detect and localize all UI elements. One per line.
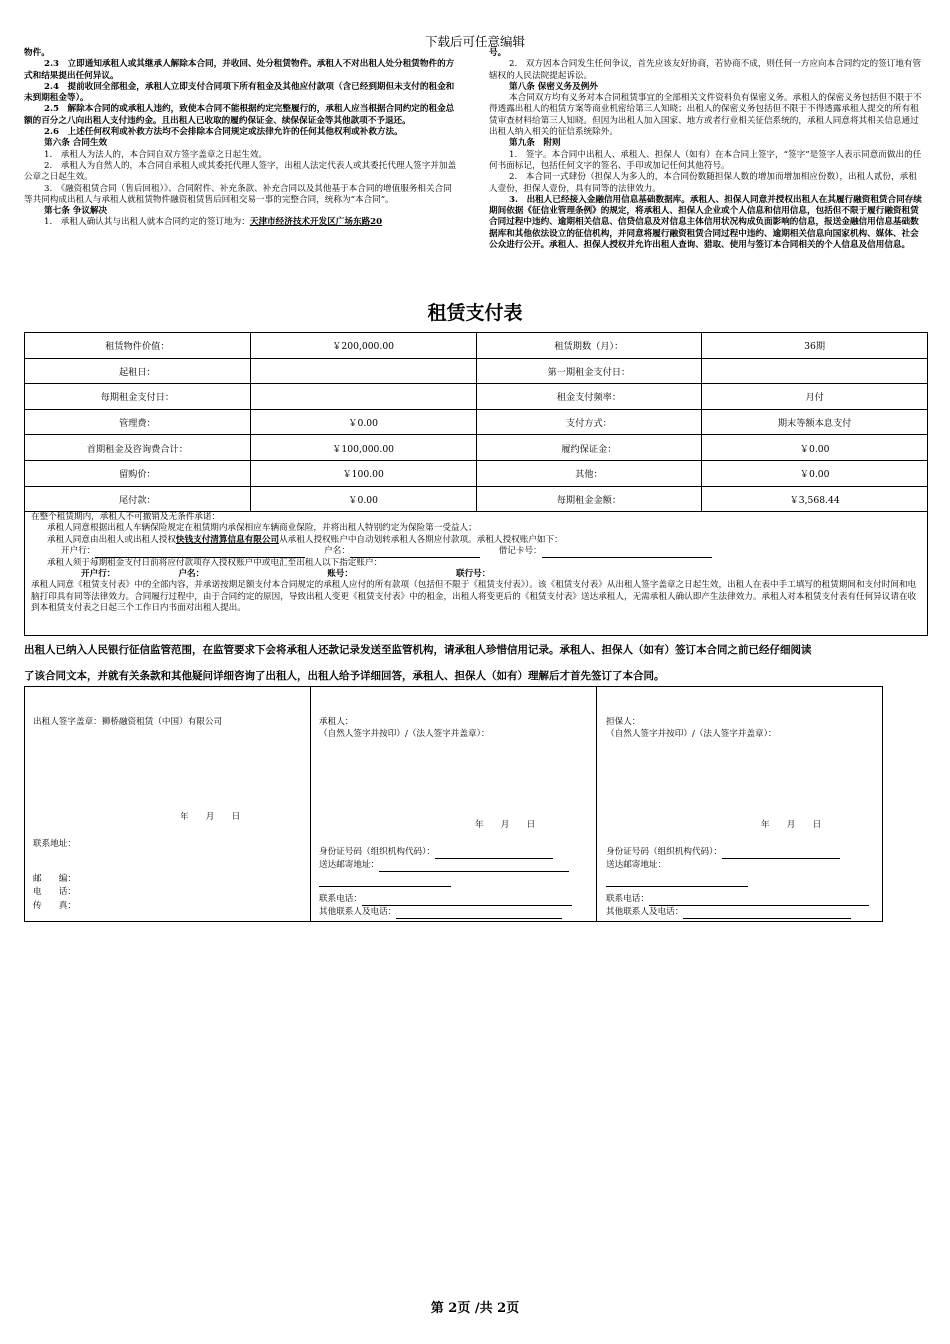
table-value-cell bbox=[702, 358, 928, 384]
lessee-signature-column bbox=[310, 687, 597, 921]
header-note: 下载后可任意编辑 bbox=[424, 34, 525, 49]
guarantor-mail-field[interactable] bbox=[606, 886, 748, 887]
guarantor-id-field[interactable] bbox=[722, 858, 840, 859]
guarantor-other-contact-field[interactable] bbox=[683, 918, 851, 919]
lessee-id-line: 身份证号码（组织机构代码）： bbox=[319, 847, 594, 859]
article-9-heading: 第九条 附则 bbox=[509, 138, 561, 149]
table-value-cell: 月付 bbox=[702, 384, 928, 410]
table-value-cell: ￥100.00 bbox=[250, 460, 476, 486]
clause-7-1: 1. 承租人确认其与出租人就本合同约定的签订地为：天津市经济技术开发区广场东路20 bbox=[44, 217, 383, 228]
note-line: 承租人须于每期租金支付日前将应付款项存入授权账户中或电汇至出租人以下指定账户： bbox=[47, 557, 383, 568]
lessee-phone-line: 联系电话： bbox=[319, 894, 594, 906]
table-value-cell: ￥0.00 bbox=[702, 435, 928, 461]
article-6-heading: 第六条 合同生效 bbox=[44, 138, 108, 149]
guarantor-phone-line: 联系电话： bbox=[606, 894, 881, 906]
payment-notes bbox=[24, 510, 928, 636]
phone-label: 电 话： bbox=[33, 887, 76, 897]
postcode-label: 邮 编： bbox=[33, 874, 76, 884]
clause-7-2: 2. 双方因本合同发生任何争议，首先应该友好协商，若协商不成，则任何一方应向本合同约定的签订地有管辖权的人民法院提起诉讼。 bbox=[489, 59, 922, 81]
clause-2-4: 2.4 提前收回全部租金，承租人立即支付合同项下所有租金及其他应付款项（含已经到期但未支付的租金和未到期租金等）。 bbox=[24, 81, 455, 104]
guarantor-signature-column bbox=[596, 687, 882, 921]
guarantor-mail-line: 送达邮寄地址： bbox=[606, 860, 667, 870]
lessee-id-field[interactable] bbox=[435, 858, 553, 859]
credit-statement-line-1: 出租人已纳入人民银行征信监管范围，在监管要求下会将承租人还款记录发送至监管机构，请承租人珍惜信用记录。承租人、担保人（如有）签订本合同之前已经仔细阅读 bbox=[24, 644, 812, 656]
article-7-heading: 第七条 争议解决 bbox=[44, 206, 108, 217]
lessee-mail-line: 送达邮寄地址： bbox=[319, 860, 594, 872]
fax-label: 传 真： bbox=[33, 901, 76, 911]
payment-table-row bbox=[25, 486, 928, 512]
table-value-cell bbox=[250, 384, 476, 410]
table-label-cell: 起租日： bbox=[25, 358, 251, 384]
table-label-cell: 每期租金金额： bbox=[476, 486, 702, 512]
table-label-cell: 其他： bbox=[476, 460, 702, 486]
table-label-cell: 管理费： bbox=[25, 409, 251, 435]
lessee-mail-field[interactable] bbox=[379, 871, 569, 872]
payment-company: 快钱支付清算信息有限公司 bbox=[175, 534, 280, 545]
note-line: 承租人同意《租赁支付表》中的全部内容，并承诺按期足额支付本合同规定的承租人应付的所有款项（包括但不限于《租赁支付表》）。该《租赁支付表》从出租人签字盖章之日起生效，出租人在表中手工填写的租赁期间和支付时间和电脑打印具有同等法律效力。合同履行过程中，由于合同约定的原因，导致出租人变更《租赁支付表》中的租金，出租人将变更后的《租赁支付表》送达承租人，无需承租人确认即产生法律效力。承租人对本租赁支付表有任何异议请在收到本租赁支付表之日起三个工作日内书面对出租人提出。 bbox=[31, 580, 917, 614]
table-value-cell: ￥100,000.00 bbox=[250, 435, 476, 461]
lessee-other-contact-field[interactable] bbox=[396, 918, 562, 919]
table-value-cell: 36期 bbox=[702, 333, 928, 359]
lessee-other-contact-line: 其他联系人及电话： bbox=[319, 907, 594, 919]
clauses-left-column bbox=[24, 48, 460, 229]
debit-card-field[interactable] bbox=[542, 557, 712, 558]
table-label-cell: 留购价： bbox=[25, 460, 251, 486]
note-line: 在整个租赁期内，承租人不可撤销及无条件承诺： bbox=[31, 512, 221, 522]
payment-table-row bbox=[25, 409, 928, 435]
credit-statement-line-2: 了该合同文本，并就有关条款和其他疑问详细咨询了出租人，出租人给予详细回答，承租人、担保人（如有）理解后才首先签订了本合同。 bbox=[24, 670, 665, 682]
note-line: 承租人同意由出租人或出租人授权快钱支付清算信息有限公司从承租人授权账户中自动划转承租人各期应付款项。承租人授权账户如下： bbox=[47, 534, 563, 545]
clause-6-2: 2. 承租人为自然人的，本合同自承租人或其委托代理人签字，出租人法定代表人或其委托代理人签字并加盖公章之日起生效。 bbox=[24, 160, 457, 183]
guarantor-id-line: 身份证号码（组织机构代码）： bbox=[606, 847, 881, 859]
clauses-right-column bbox=[489, 48, 925, 251]
clause-6-3: 3. 《融资租赁合同（售后回租）》、合同附件、补充条款、补充合同以及其他基于本合同的增值服务相关合同等共同构成出租人与承租人就租赁物件融资租赁售后回租交易一事的完整合同，统称为“本合同”。 bbox=[24, 183, 452, 205]
lessee-phone-field[interactable] bbox=[362, 905, 572, 906]
payment-table-row bbox=[25, 358, 928, 384]
payment-table-row bbox=[25, 384, 928, 410]
payment-table-row bbox=[25, 333, 928, 359]
clause-2-6: 2.6 上述任何权利或补救方法均不会排除本合同规定或法律允许的任何其他权利或补救方法。 bbox=[44, 127, 403, 138]
sign-date: 年 月 日 bbox=[475, 820, 536, 830]
table-label-cell: 租赁物件价值： bbox=[25, 333, 251, 359]
table-label-cell: 第一期租金支付日： bbox=[476, 358, 702, 384]
designated-account-line: 开户行： 户名： 账号： 联行号： bbox=[81, 569, 491, 580]
guarantor-mail-extra bbox=[606, 875, 748, 887]
lessor-signature-column bbox=[25, 687, 311, 921]
clause-9-1: 1. 签字。本合同中出租人、承租人、担保人（如有）在本合同上签字，“签字”是签字人表示同意而做出的任何书面标记，包括任何文字的签名、手印或加记任何其他符号。 bbox=[489, 149, 922, 171]
table-value-cell: ￥0.00 bbox=[250, 409, 476, 435]
table-label-cell: 每期租金支付日： bbox=[25, 384, 251, 410]
lessee-mail-extra bbox=[319, 875, 451, 887]
clause-9-3: 3. 出租人已经接入金融信用信息基础数据库。承租人、担保人同意并授权出租人在其履行融资租赁合同存续期间依据《征信业管理条例》的规定，将承租人、担保人企业或个人信息和信用信息，包括但不限于履行融资租赁合同过程中违约、逾期相关信息、信贷信息及对信息主体信用状况构成负面影响的信息，报送金融信用信息基础数据库和其他依法设立的征信机构，并同意将履行融资租赁合同过程中违约、逾期相关信息向国家机构、媒体、社会公众进行公开。承租人、担保人授权并允许出租人查询、猎取、使用与签订本合同相关的个人信息及信用信息。 bbox=[489, 194, 922, 251]
lessee-sign-hint: （自然人签字并按印）/（法人签字并盖章）： bbox=[319, 729, 490, 739]
table-label-cell: 支付方式： bbox=[476, 409, 702, 435]
clause-6-1: 1. 承租人为法人的，本合同自双方签字盖章之日起生效。 bbox=[44, 149, 268, 160]
clause-9-2: 2. 本合同一式肆份（担保人为多人的，本合同份数随担保人数的增加而增加相应份数），出租人贰份，承租人壹份，担保人壹份，具有同等的法律效力。 bbox=[489, 172, 917, 194]
authorized-account-line: 开户行： 户名： 借记卡号： bbox=[31, 546, 921, 557]
note-line: 承租人同意根据出租人车辆保险规定在租赁期内承保相应车辆商业保险，并将出租人特别约定为保险第一受益人； bbox=[47, 523, 477, 534]
signing-place: 天津市经济技术开发区广场东路20 bbox=[249, 217, 383, 228]
table-label-cell: 尾付款： bbox=[25, 486, 251, 512]
table-label-cell: 首期租金及咨询费合计： bbox=[25, 435, 251, 461]
guarantor-other-contact-line: 其他联系人及电话： bbox=[606, 907, 881, 919]
clause-2-5: 2.5 解除本合同的或承租人违约，致使本合同不能根据约定完整履行的，承租人应当根据合同约定的租金总额的百分之八向出租人支付违约金。且出租人已收取的履约保证金、续保保证金等其他款项不予退还。 bbox=[24, 104, 455, 126]
article-8-heading: 第八条 保密义务及例外 bbox=[509, 81, 598, 92]
table-value-cell: ￥0.00 bbox=[702, 460, 928, 486]
table-value-cell: ￥3,568.44 bbox=[702, 486, 928, 512]
table-value-cell bbox=[250, 358, 476, 384]
table-label-cell: 履约保证金： bbox=[476, 435, 702, 461]
table-value-cell: ￥200,000.00 bbox=[250, 333, 476, 359]
contact-address-label: 联系地址： bbox=[33, 839, 76, 849]
sign-date: 年 月 日 bbox=[180, 812, 241, 822]
table-label-cell: 租赁期数（月）： bbox=[476, 333, 702, 359]
sign-date: 年 月 日 bbox=[761, 820, 822, 830]
payment-table-title: 租赁支付表 bbox=[427, 302, 523, 324]
guarantor-sign-hint: （自然人签字并按印）/（法人签字并盖章）： bbox=[606, 729, 777, 739]
guarantor-label: 担保人： bbox=[606, 717, 641, 727]
table-value-cell: 期末等额本息支付 bbox=[702, 409, 928, 435]
lessee-label: 承租人： bbox=[319, 717, 354, 727]
payment-table-row bbox=[25, 435, 928, 461]
guarantor-phone-field[interactable] bbox=[649, 905, 869, 906]
page-footer: 第 2页 /共 2页 bbox=[430, 1301, 520, 1316]
clause-text: 物件。 bbox=[24, 48, 50, 58]
clause-2-3: 2.3 立即通知承租人或其继承人解除本合同，并收回、处分租赁物件。承租人不对出租人处分租赁物件的方式和结果提出任何异议。 bbox=[24, 59, 455, 81]
signature-block bbox=[24, 686, 883, 922]
clause-8-body: 本合同双方均有义务对本合同租赁事宜的全部相关文件资料负有保密义务。承租人的保密义务包括但不限于不得透露出租人的租赁方案等商业机密给第三人知晓；出租人的保密义务包括但不限于不得透露承租人提交的所有租赁审查材料给第三人知晓。但因为出租人加入国家、地方或者行业相关征信系统的，承租人同意将其相关信息通过出租人纳入相关的征信系统除外。 bbox=[489, 93, 922, 138]
clause-text: 号。 bbox=[489, 48, 507, 58]
payment-table bbox=[24, 332, 928, 512]
lessor-signature-label: 出租人签字盖章：狮桥融资租赁（中国）有限公司 bbox=[33, 717, 223, 727]
table-label-cell: 租金支付频率： bbox=[476, 384, 702, 410]
payment-table-row bbox=[25, 460, 928, 486]
table-value-cell: ￥0.00 bbox=[250, 486, 476, 512]
lessee-mail-field-2[interactable] bbox=[319, 886, 451, 887]
